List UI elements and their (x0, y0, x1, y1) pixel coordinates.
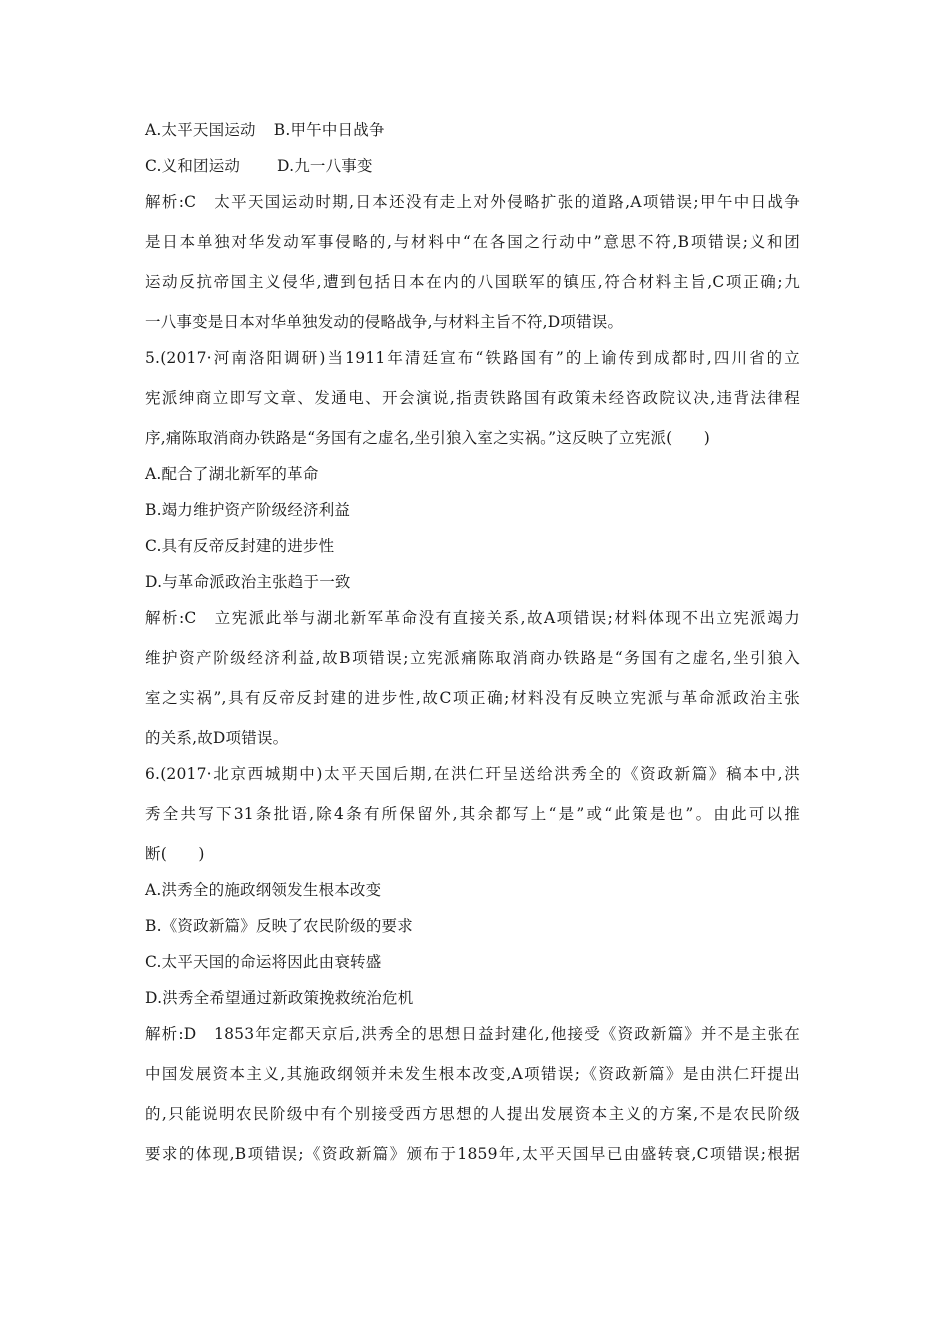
q4-option-d: D.九一八事变 (277, 157, 373, 175)
q6-option-d: D.洪秀全希望通过新政策挽救统治危机 (145, 989, 414, 1007)
q5-analysis-line: 解析:C 立宪派此举与湖北新军革命没有直接关系,故A项错误;材料体现不出立宪派竭力 (145, 609, 800, 627)
q4-analysis-line: 运动反抗帝国主义侵华,遭到包括日本在内的八国联军的镇压,符合材料主旨,C项正确;九 (145, 273, 800, 291)
q4-analysis-line: 一八事变是日本对华单独发动的侵略战争,与材料主旨不符,D项错误。 (145, 313, 624, 331)
q5-option-d: D.与革命派政治主张趋于一致 (145, 573, 351, 591)
q5-analysis-line: 的关系,故D项错误。 (145, 729, 289, 747)
q6-option-c: C.太平天国的命运将因此由衰转盛 (145, 953, 382, 971)
q4-option-b: B.甲午中日战争 (273, 121, 385, 139)
q4-option-c: C.义和团运动 (145, 157, 241, 175)
q5-stem-line: 5.(2017·河南洛阳调研)当1911年清廷宣布“铁路国有”的上谕传到成都时,四川省的立 (145, 349, 800, 367)
q5-stem-line: 序,痛陈取消商办铁路是“务国有之虚名,坐引狼入室之实祸。”这反映了立宪派( ) (145, 429, 711, 447)
q5-analysis-line: 维护资产阶级经济利益,故B项错误;立宪派痛陈取消商办铁路是“务国有之虚名,坐引狼入 (145, 649, 800, 667)
q6-analysis-line: 要求的体现,B项错误;《资政新篇》颁布于1859年,太平天国早已由盛转衰,C项错误;根据 (145, 1145, 800, 1163)
q4-analysis-line: 是日本单独对华发动军事侵略的,与材料中“在各国之行动中”意思不符,B项错误;义和团 (145, 233, 800, 251)
page-content (145, 120, 810, 1184)
q5-option-b: B.竭力维护资产阶级经济利益 (145, 501, 351, 519)
q5-analysis-line: 室之实祸”,具有反帝反封建的进步性,故C项正确;材料没有反映立宪派与革命派政治主张 (145, 689, 800, 707)
q6-stem-line: 6.(2017·北京西城期中)太平天国后期,在洪仁玕呈送给洪秀全的《资政新篇》稿本中,洪 (145, 765, 800, 783)
q4-option-a: A.太平天国运动 (145, 121, 256, 139)
q6-option-b: B.《资政新篇》反映了农民阶级的要求 (145, 917, 413, 935)
q4-options-row-2 (145, 156, 810, 176)
q6-stem-line: 秀全共写下31条批语,除4条有所保留外,其余都写上“是”或“此策是也”。由此可以推 (145, 805, 800, 823)
q4-options-row-1 (145, 120, 810, 140)
q6-stem-line: 断( ) (145, 845, 205, 863)
q6-analysis-line: 中国发展资本主义,其施政纲领并未发生根本改变,A项错误;《资政新篇》是由洪仁玕提出 (145, 1065, 800, 1083)
q5-stem-line: 宪派绅商立即写文章、发通电、开会演说,指责铁路国有政策未经咨政院议决,违背法律程 (145, 389, 800, 407)
q6-analysis-line: 解析:D 1853年定都天京后,洪秀全的思想日益封建化,他接受《资政新篇》并不是主张在 (145, 1025, 800, 1043)
q5-option-c: C.具有反帝反封建的进步性 (145, 537, 335, 555)
q6-analysis-line: 的,只能说明农民阶级中有个别接受西方思想的人提出发展资本主义的方案,不是农民阶级 (145, 1105, 800, 1123)
q5-option-a: A.配合了湖北新军的革命 (145, 465, 319, 483)
q6-option-a: A.洪秀全的施政纲领发生根本改变 (145, 881, 382, 899)
q4-analysis-line: 解析:C 太平天国运动时期,日本还没有走上对外侵略扩张的道路,A项错误;甲午中日战争 (145, 193, 800, 211)
